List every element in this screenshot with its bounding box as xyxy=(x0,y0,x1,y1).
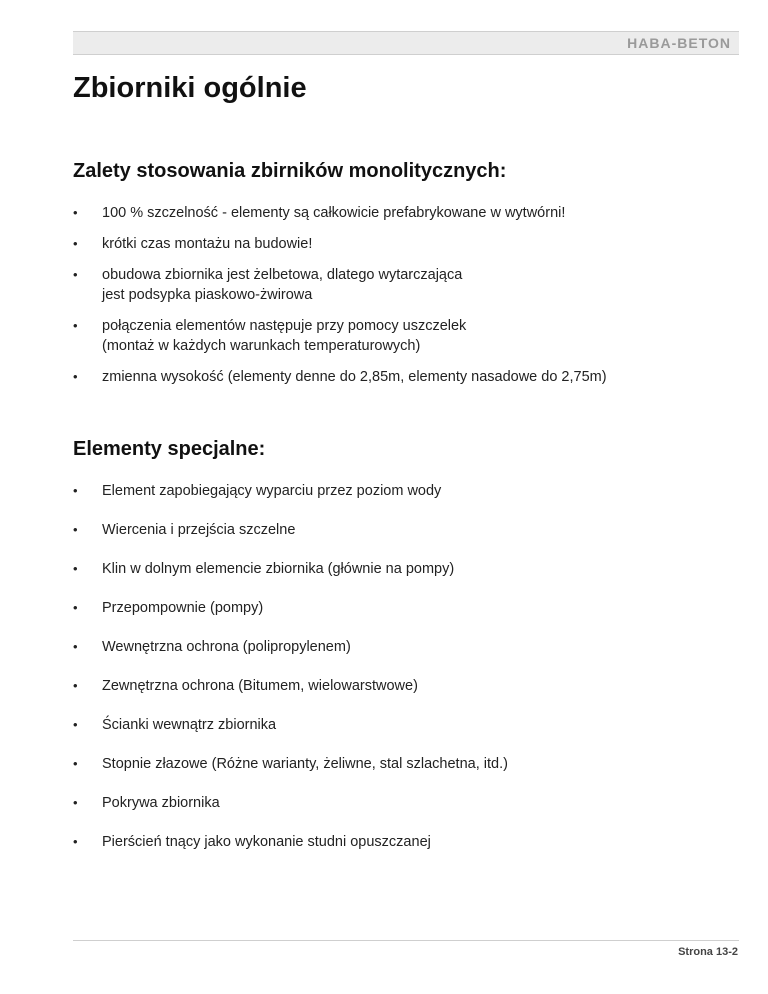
list-item-text: zmienna wysokość (elementy denne do 2,85m, elementy nasadowe do 2,75m) xyxy=(102,369,607,385)
list-item xyxy=(73,676,733,696)
list-item-text: obudowa zbiornika jest żelbetowa, dlatego wytarczająca jest podsypka piaskowo-żwirowa xyxy=(102,267,463,303)
advantages-list xyxy=(73,203,733,398)
bullet: • xyxy=(73,561,78,576)
list-item-text: Klin w dolnym elemencie zbiornika (głównie na pompy) xyxy=(102,561,455,577)
list-item xyxy=(73,715,733,735)
list-item-text: połączenia elementów następuje przy pomocy uszczelek (montaż w każdych warunkach temperaturowych) xyxy=(102,318,467,354)
advantages-heading: Zalety stosowania zbirników monolitycznych: xyxy=(73,160,507,182)
bullet: • xyxy=(73,600,78,615)
list-item-text: Wewnętrzna ochrona (polipropylenem) xyxy=(102,639,351,655)
special-elements-list xyxy=(73,481,733,871)
bullet: • xyxy=(73,834,78,849)
bullet: • xyxy=(73,639,78,654)
list-item xyxy=(73,598,733,618)
brand-logo-text: HABA-BETON xyxy=(627,35,731,51)
list-item xyxy=(73,316,733,356)
list-item xyxy=(73,520,733,540)
list-item xyxy=(73,481,733,501)
bullet: • xyxy=(73,756,78,771)
list-item xyxy=(73,234,733,254)
bullet: • xyxy=(73,236,78,251)
list-item xyxy=(73,637,733,657)
bullet: • xyxy=(73,522,78,537)
list-item xyxy=(73,793,733,813)
list-item-text: Element zapobiegający wyparciu przez poziom wody xyxy=(102,483,442,499)
list-item xyxy=(73,832,733,852)
list-item-text: Pokrywa zbiornika xyxy=(102,795,220,811)
list-item-text: Ścianki wewnątrz zbiornika xyxy=(102,717,277,733)
bullet: • xyxy=(73,318,78,333)
list-item-text: 100 % szczelność - elementy są całkowicie prefabrykowane w wytwórni! xyxy=(102,205,566,221)
list-item-text: Pierścień tnący jako wykonanie studni opuszczanej xyxy=(102,834,431,850)
list-item-text: Stopnie złazowe (Różne warianty, żeliwne, stal szlachetna, itd.) xyxy=(102,756,508,772)
bullet: • xyxy=(73,717,78,732)
page-number: Strona 13-2 xyxy=(678,946,738,958)
bullet: • xyxy=(73,795,78,810)
special-elements-heading: Elementy specjalne: xyxy=(73,438,266,460)
list-item xyxy=(73,754,733,774)
page-title: Zbiorniki ogólnie xyxy=(73,72,307,104)
footer-divider xyxy=(73,940,739,941)
list-item xyxy=(73,559,733,579)
list-item-text: Przepompownie (pompy) xyxy=(102,600,264,616)
list-item-text: Wiercenia i przejścia szczelne xyxy=(102,522,296,538)
list-item-text: krótki czas montażu na budowie! xyxy=(102,236,313,252)
bullet: • xyxy=(73,205,78,220)
header-bar xyxy=(73,31,739,55)
list-item xyxy=(73,203,733,223)
bullet: • xyxy=(73,369,78,384)
bullet: • xyxy=(73,267,78,282)
list-item-text: Zewnętrzna ochrona (Bitumem, wielowarstwowe) xyxy=(102,678,418,694)
bullet: • xyxy=(73,483,78,498)
list-item xyxy=(73,265,733,305)
bullet: • xyxy=(73,678,78,693)
list-item xyxy=(73,367,733,387)
